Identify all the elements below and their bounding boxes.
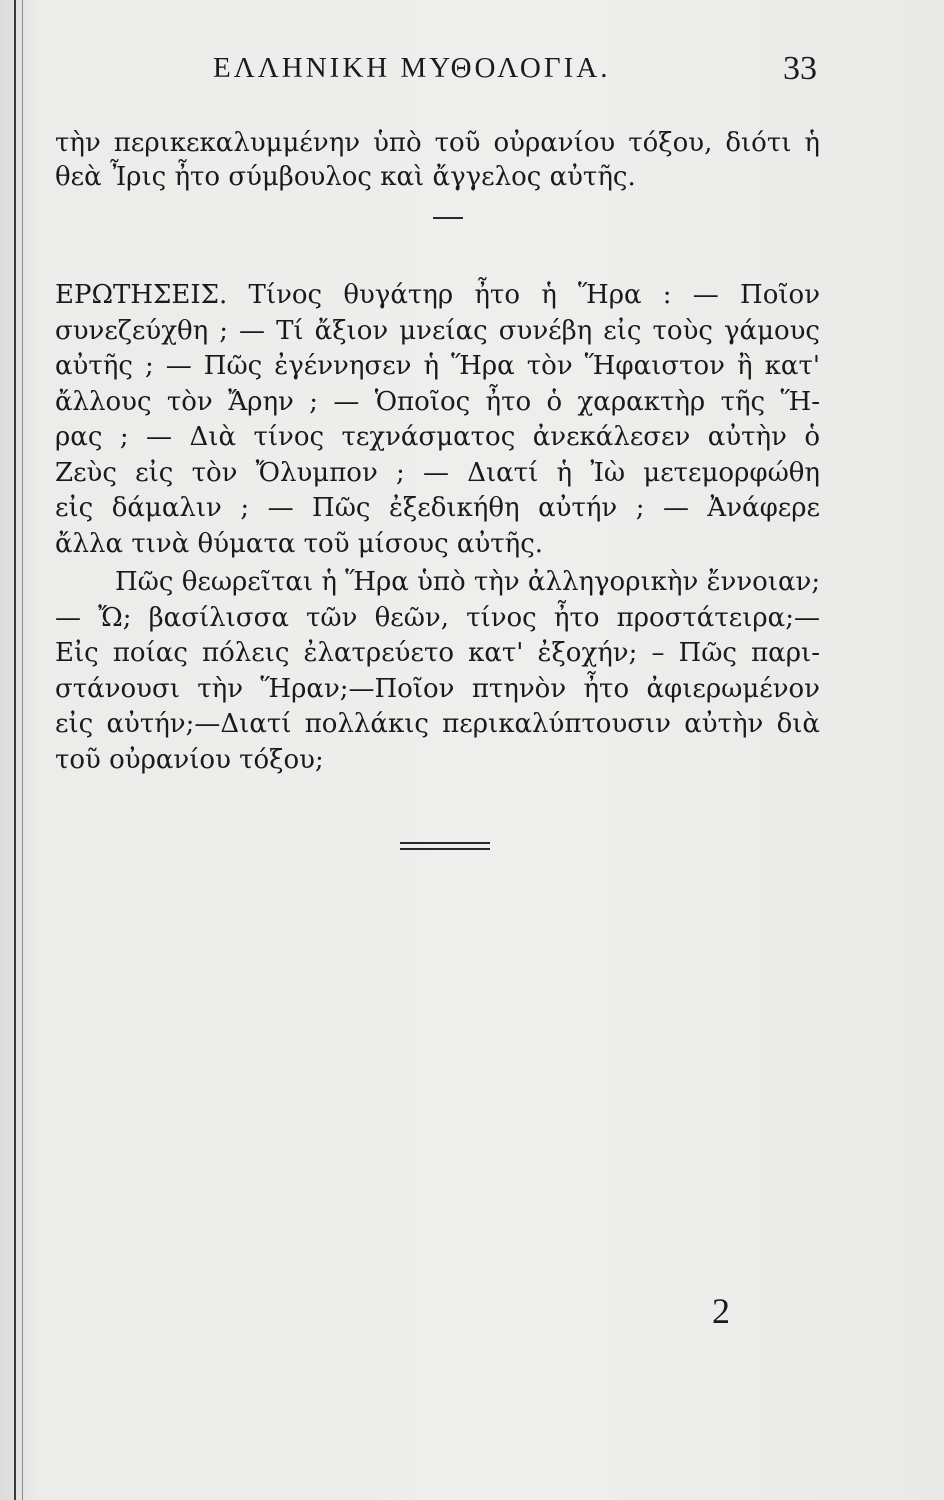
text-line: εἰς αὐτήν;—Διατί πολλάκις περικαλύπτουσιν αὐτὴν διὰ (55, 709, 820, 739)
text-line: θεὰ Ἶρις ἦτο σύμβουλος καὶ ἄγγελος αὐτῆς. (55, 162, 636, 192)
text-line: τὴν περικεκαλυμμένην ὑπὸ τοῦ οὐρανίου τόξου, διότι ἡ (55, 128, 820, 158)
running-head: ΕΛΛΗΝΙΚΗ ΜΥΘΟΛΟΓΙΑ. (213, 52, 611, 84)
text-line: συνεζεύχθη ; — Τί ἄξιον μνείας συνέβη εἰς τοὺς γάμους (55, 315, 820, 346)
text-line: Ζεὺς εἰς τὸν Ὄλυμπον ; — Διατί ἡ Ἰὼ μετεμορφώθη (55, 457, 820, 488)
text-line: τοῦ οὐρανίου τόξου; (55, 744, 324, 775)
text-line: Πῶς θεωρεῖται ἡ Ἥρα ὑπὸ τὴν ἀλληγορικὴν ἔννοιαν; (115, 567, 821, 597)
text-line: ἄλλα τινὰ θύματα τοῦ μίσους αὐτῆς. (55, 528, 544, 559)
text-line: ρας ; — Διὰ τίνος τεχνάσματος ἀνεκάλεσεν αὐτὴν ὁ (55, 422, 820, 452)
text-line: εἰς δάμαλιν ; — Πῶς ἐξεδικήθη αὐτήν ; — Ἀνάφερε (55, 493, 820, 523)
text-line: ἄλλους τὸν Ἄρην ; — Ὁποῖος ἦτο ὁ χαρακτὴρ τῆς Ἥ- (55, 386, 820, 417)
intro-paragraph (55, 126, 820, 194)
binding-edge-shadow (22, 0, 23, 1500)
section-divider (433, 217, 463, 219)
questions-paragraph (55, 278, 820, 562)
text-line: ΕΡΩΤΗΣΕΙΣ. Τίνος θυγάτηρ ἦτο ἡ Ἥρα : — Ποῖον (55, 280, 820, 310)
text-line: αὐτῆς ; — Πῶς ἐγέννησεν ἡ Ἥρα τὸν Ἥφαιστον ἢ κατ' (55, 351, 820, 381)
text-line: Εἰς ποίας πόλεις ἐλατρεύετο κατ' ἐξοχήν; – Πῶς παρι- (55, 638, 820, 668)
binding-edge (14, 0, 16, 1500)
text-line: — Ὤ; βασίλισσα τῶν θεῶν, τίνος ἦτο προστάτειρα;— (55, 602, 820, 633)
text-line: στάνουσι τὴν Ἥραν;—Ποῖον πτηνὸν ἦτο ἀφιερωμένον (55, 673, 820, 704)
questions-paragraph-2 (55, 565, 820, 778)
closing-divider (400, 842, 490, 852)
page-number: 33 (783, 50, 817, 87)
signature-mark: 2 (712, 1291, 730, 1331)
